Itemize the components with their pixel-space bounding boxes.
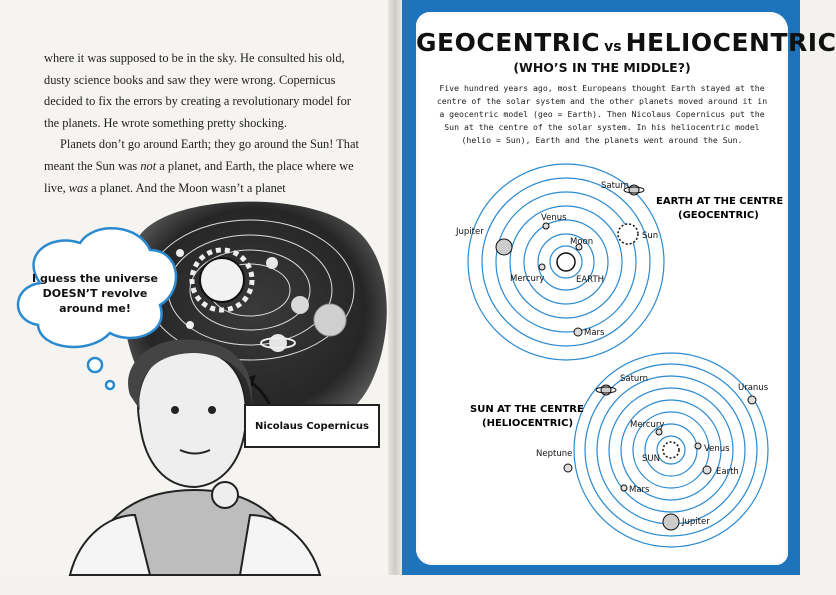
info-panel — [416, 12, 836, 565]
sun-icon — [618, 224, 638, 244]
geo-label-mars: Mars — [584, 328, 605, 338]
helio-label-mars: Mars — [629, 485, 650, 495]
geo-label-earth: EARTH — [576, 275, 605, 285]
earth-icon — [703, 466, 711, 474]
venus-icon — [695, 443, 701, 449]
story-text — [44, 48, 369, 199]
planet-icon — [186, 321, 194, 329]
page-title — [416, 28, 836, 57]
helio-label-saturn: Saturn — [620, 374, 649, 384]
planet-icon — [266, 257, 278, 269]
title-geocentric: GEOCENTRIC — [416, 28, 601, 57]
helio-heading-2: (HELIOCENTRIC) — [482, 418, 574, 429]
geo-heading-2: (GEOCENTRIC) — [678, 210, 759, 221]
paragraph-1: where it was supposed to be in the sky. He consulted his old, dusty science books and saw they were wrong. Copernicus decided to fix the errors by creating a revolutionary model for the planets. He wrote something pretty shocking. — [44, 51, 351, 130]
mars-icon — [621, 485, 627, 491]
helio-heading-1: SUN AT THE CENTRE — [470, 404, 584, 415]
planet-icon — [291, 296, 309, 314]
geocentric-diagram — [416, 162, 788, 352]
intro-text: Five hundred years ago, most Europeans thought Earth stayed at the centre of the solar system and the other planets moved around it in a geocentric model (geo = Earth). Then Nicolaus Copernicus put the Sun at the centre of the solar system. In his heliocentric model (helio = Sun), Earth and the planets went around the Sun. — [436, 83, 768, 145]
title-vs: vs — [604, 39, 622, 55]
planet-icon — [176, 249, 184, 257]
left-page — [0, 0, 395, 575]
name-tag: Nicolaus Copernicus — [244, 404, 380, 448]
geo-label-mercury: Mercury — [510, 274, 545, 284]
geo-heading-1: EARTH AT THE CENTRE — [656, 196, 784, 207]
earth-icon — [557, 253, 575, 271]
right-page — [402, 0, 836, 575]
page-gutter — [388, 0, 402, 575]
geo-label-venus: Venus — [541, 213, 567, 223]
helio-label-jupiter: Jupiter — [682, 517, 710, 527]
helio-label-uranus: Uranus — [738, 383, 769, 393]
geo-label-jupiter: Jupiter — [456, 227, 484, 237]
mercury-icon — [539, 264, 545, 270]
sun-icon — [663, 442, 679, 458]
neptune-icon — [564, 464, 572, 472]
speech-line-2: DOESN’T revolve — [42, 287, 148, 300]
speech-line-3: around me! — [59, 302, 131, 315]
geo-label-moon: Moon — [570, 237, 594, 247]
helio-label-sun: SUN — [642, 454, 660, 464]
title-heliocentric: HELIOCENTRIC — [625, 28, 836, 57]
heliocentric-diagram — [416, 350, 788, 550]
mars-icon — [574, 328, 582, 336]
uranus-icon — [748, 396, 756, 404]
venus-icon — [543, 223, 549, 229]
copernicus-illustration — [0, 195, 395, 595]
helio-label-earth: Earth — [716, 467, 739, 477]
helio-label-venus: Venus — [704, 444, 730, 454]
helio-label-mercury: Mercury — [630, 420, 665, 430]
paragraph-2: Planets don’t go around Earth; they go around the Sun! That meant the Sun was not a planet, and Earth, the place where we live, was a planet. And the Moon wasn’t a planet — [44, 137, 359, 195]
geo-label-saturn: Saturn — [601, 181, 630, 191]
planet-icon — [314, 304, 346, 336]
page-subtitle: (WHO’S IN THE MIDDLE?) — [513, 60, 691, 75]
jupiter-icon — [496, 239, 512, 255]
geo-label-sun: Sun — [642, 231, 659, 241]
speech-line-1: I guess the universe — [32, 272, 158, 285]
helio-label-neptune: Neptune — [536, 449, 573, 459]
jupiter-icon — [663, 514, 679, 530]
